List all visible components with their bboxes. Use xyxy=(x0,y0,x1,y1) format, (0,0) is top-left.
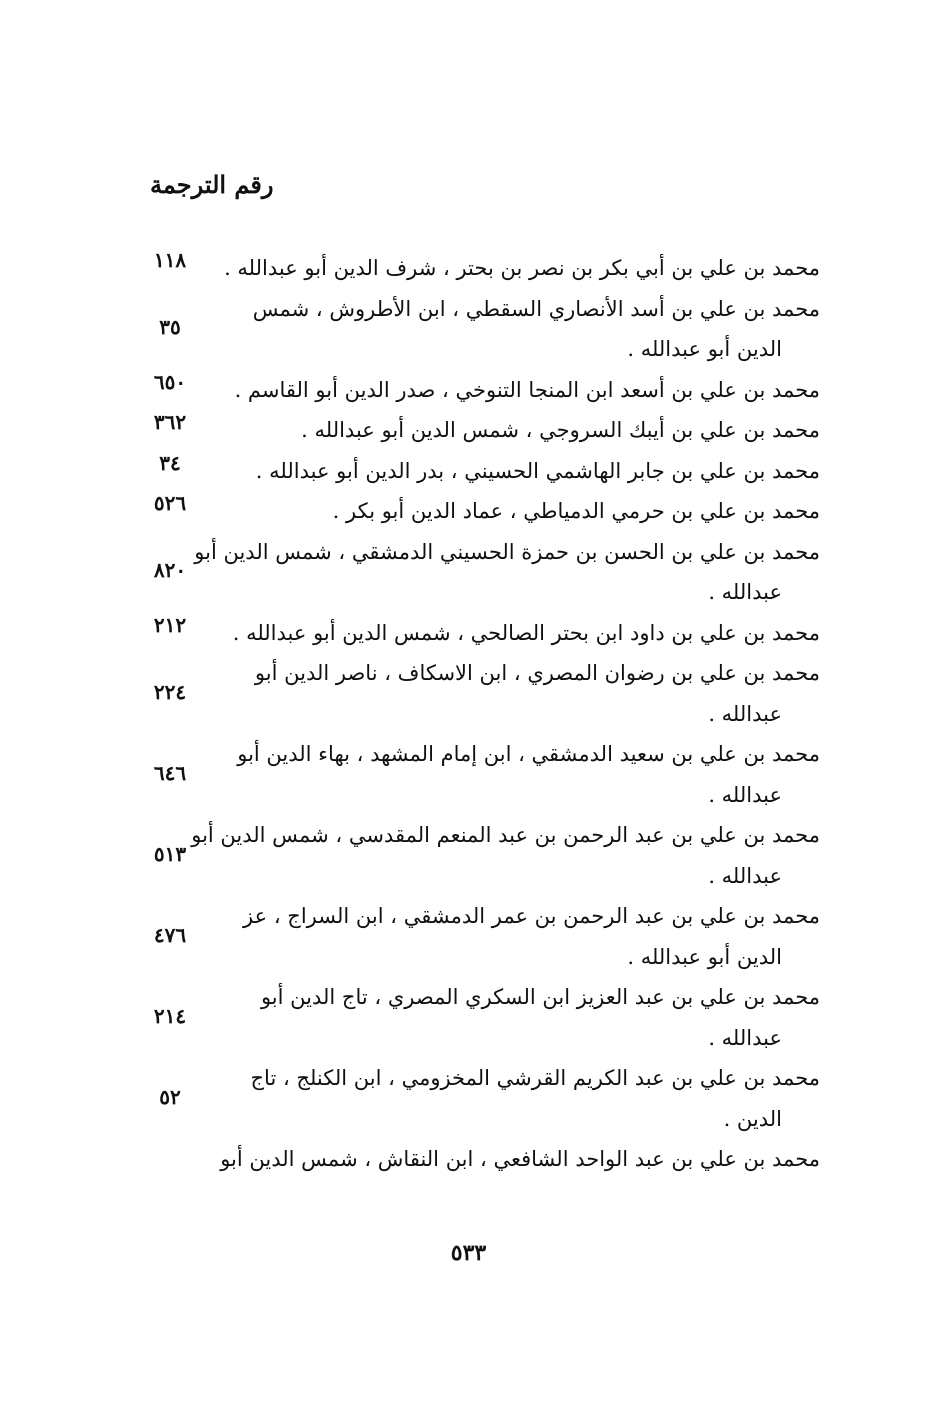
entry-text xyxy=(220,1139,820,1180)
entry-line: محمد بن علي بن عبد الكريم القرشي المخزومي ، ابن الكنلج ، تاج xyxy=(250,1066,820,1090)
entry-number: ٦٤٦ xyxy=(153,760,187,785)
entry-line: محمد بن علي بن عبد العزيز ابن السكري المصري ، تاج الدين أبو xyxy=(260,985,820,1009)
entry-line: محمد بن علي بن أسعد ابن المنجا التنوخي ، صدر الدين أبو القاسم . xyxy=(234,377,820,402)
entry-line: محمد بن علي بن جابر الهاشمي الحسيني ، بدر الدين أبو عبدالله . xyxy=(255,458,820,483)
entry-number: ٦٥٠ xyxy=(153,369,187,394)
entry-text xyxy=(220,613,820,654)
entry-line: محمد بن علي بن سعيد الدمشقي ، ابن إمام المشهد ، بهاء الدين أبو xyxy=(237,742,820,766)
entry-text xyxy=(220,977,820,1058)
list-item xyxy=(140,815,820,896)
entry-number: ٣٤ xyxy=(159,450,181,475)
list-item xyxy=(140,410,820,451)
list-item xyxy=(140,653,820,734)
list-item xyxy=(140,613,820,654)
entry-text xyxy=(220,370,820,411)
entry-number: ٥٢٦ xyxy=(153,491,187,515)
entry-line: الدين أبو عبدالله . xyxy=(627,337,782,361)
page-number: ٥٣٣ xyxy=(450,1240,487,1266)
entry-line: محمد بن علي بن حرمي الدمياطي ، عماد الدين أبو بكر . xyxy=(332,499,820,523)
list-item xyxy=(140,451,820,492)
entry-number: ١١٨ xyxy=(153,248,187,272)
entry-line: محمد بن علي بن عبد الواحد الشافعي ، ابن النقاش ، شمس الدين أبو xyxy=(220,1147,820,1171)
list-item xyxy=(140,734,820,815)
entry-line: محمد بن علي بن داود ابن بحتر الصالحي ، شمس الدين أبو عبدالله . xyxy=(232,620,820,645)
entry-line: محمد بن علي بن الحسن بن حمزة الحسيني الدمشقي ، شمس الدين أبو xyxy=(194,539,820,564)
entry-line: محمد بن علي بن رضوان المصري ، ابن الاسكاف ، ناصر الدين أبو xyxy=(254,661,820,685)
entry-number: ٢٢٤ xyxy=(153,679,187,704)
list-item xyxy=(140,1058,820,1139)
entries-list xyxy=(140,248,820,1180)
entry-text xyxy=(220,653,820,734)
entry-line: عبدالله . xyxy=(708,1025,782,1050)
entry-text xyxy=(191,815,820,896)
list-item xyxy=(140,532,820,613)
entry-line: محمد بن علي بن أسد الأنصاري السقطي ، ابن الأطروش ، شمس xyxy=(252,296,820,321)
entry-number: ٣٥ xyxy=(159,315,181,340)
entry-line: عبدالله . xyxy=(708,701,782,726)
entry-text xyxy=(220,896,820,977)
entry-line: محمد بن علي بن أيبك السروجي ، شمس الدين أبو عبدالله . xyxy=(301,418,820,442)
entry-text xyxy=(220,248,820,289)
entry-line: عبدالله . xyxy=(708,580,782,604)
entry-number: ٥١٣ xyxy=(153,841,187,866)
entry-number: ٥٢ xyxy=(159,1084,181,1109)
entry-text xyxy=(220,734,820,815)
entry-number: ٣٦٢ xyxy=(153,410,187,434)
entry-number: ٢١٤ xyxy=(153,1003,187,1028)
list-item xyxy=(140,370,820,411)
list-item xyxy=(140,977,820,1058)
entry-number: ٢١٢ xyxy=(153,612,187,637)
entry-line: الدين . xyxy=(723,1106,782,1131)
list-item xyxy=(140,491,820,532)
list-item xyxy=(140,289,820,370)
entry-number: ٨٢٠ xyxy=(153,558,187,583)
entry-line: عبدالله . xyxy=(708,782,782,807)
entry-line: محمد بن علي بن عبد الرحمن بن عبد المنعم المقدسي ، شمس الدين أبو xyxy=(191,823,820,847)
entry-line: الدين أبو عبدالله . xyxy=(627,944,782,969)
entry-line: محمد بن علي بن عبد الرحمن بن عمر الدمشقي ، ابن السراج ، عز xyxy=(243,904,820,928)
entry-text xyxy=(220,491,820,532)
list-item xyxy=(140,896,820,977)
entry-line: عبدالله . xyxy=(708,863,782,888)
entry-number: ٤٧٦ xyxy=(153,922,187,947)
entry-text xyxy=(194,532,820,613)
entry-text xyxy=(220,289,820,370)
list-item xyxy=(140,1139,820,1180)
entry-text xyxy=(220,451,820,492)
entry-text xyxy=(220,1058,820,1139)
list-item xyxy=(140,248,820,289)
entry-text xyxy=(220,410,820,451)
column-header: رقم الترجمة xyxy=(150,170,274,199)
entry-line: محمد بن علي بن أبي بكر بن نصر بن بحتر ، شرف الدين أبو عبدالله . xyxy=(224,256,820,280)
